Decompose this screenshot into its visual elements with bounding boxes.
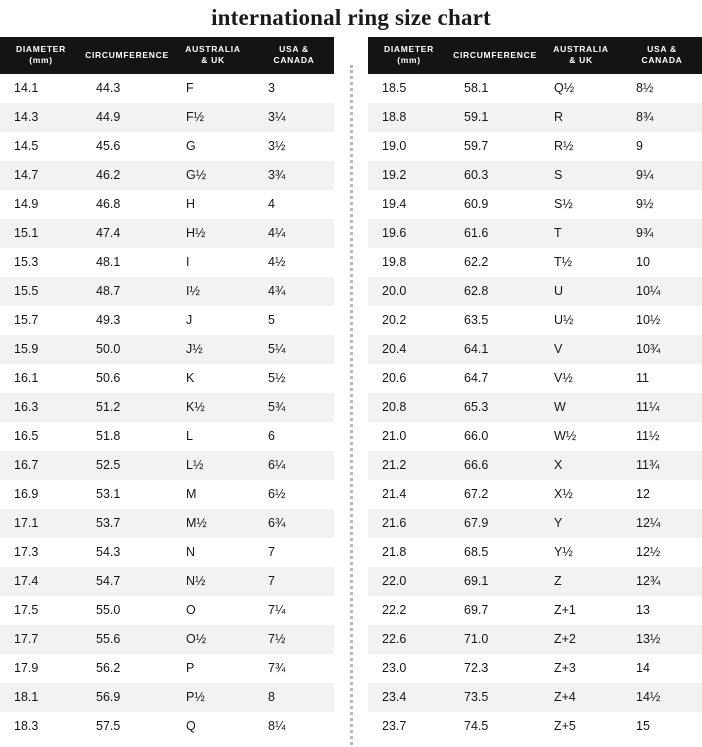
table-row (368, 625, 702, 654)
table-row (0, 277, 334, 306)
column-header-circumference-line1: CIRCUMFERENCE (453, 49, 537, 60)
table-cell: 56.9 (82, 683, 172, 712)
table-cell: 62.8 (450, 277, 540, 306)
table-cell: 23.0 (368, 654, 450, 683)
table-cell: 20.4 (368, 335, 450, 364)
table-row (0, 422, 334, 451)
table-cell: V (540, 335, 622, 364)
table-cell: 66.0 (450, 422, 540, 451)
table-cell: 16.3 (0, 393, 82, 422)
left-table-body (0, 74, 334, 741)
table-row (0, 335, 334, 364)
table-cell: 18.1 (0, 683, 82, 712)
table-cell: 18.8 (368, 103, 450, 132)
table-cell: S½ (540, 190, 622, 219)
table-row (0, 654, 334, 683)
table-cell: 22.6 (368, 625, 450, 654)
table-cell: 15.1 (0, 219, 82, 248)
table-cell: 15.9 (0, 335, 82, 364)
table-row (368, 480, 702, 509)
table-cell: 18.5 (368, 74, 450, 103)
table-cell: N½ (172, 567, 254, 596)
table-cell: 60.9 (450, 190, 540, 219)
table-cell: 55.0 (82, 596, 172, 625)
table-cell: 45.6 (82, 132, 172, 161)
table-cell: 5¾ (254, 393, 334, 422)
table-cell: J (172, 306, 254, 335)
table-row (0, 567, 334, 596)
table-cell: 63.5 (450, 306, 540, 335)
table-cell: R (540, 103, 622, 132)
table-row (368, 596, 702, 625)
column-header-australia-uk (172, 37, 254, 74)
table-cell: 8½ (622, 74, 702, 103)
table-cell: 5¼ (254, 335, 334, 364)
table-cell: 10 (622, 248, 702, 277)
table-row (0, 132, 334, 161)
table-cell: 21.0 (368, 422, 450, 451)
table-cell: G½ (172, 161, 254, 190)
left-table-wrapper (0, 37, 334, 741)
column-header-diameter (0, 37, 82, 74)
table-cell: 48.7 (82, 277, 172, 306)
table-cell: H (172, 190, 254, 219)
table-cell: 9¾ (622, 219, 702, 248)
table-cell: Z+2 (540, 625, 622, 654)
table-cell: Z+5 (540, 712, 622, 741)
column-header-australia-uk-line2: & UK (569, 55, 593, 65)
table-cell: 16.1 (0, 364, 82, 393)
table-cell: 14.9 (0, 190, 82, 219)
table-cell: 3 (254, 74, 334, 103)
table-cell: I (172, 248, 254, 277)
table-cell: 14 (622, 654, 702, 683)
column-header-usa-canada-line2: CANADA (273, 55, 315, 65)
table-cell: Z+4 (540, 683, 622, 712)
table-cell: 7½ (254, 625, 334, 654)
table-cell: 10¼ (622, 277, 702, 306)
table-cell: 11¾ (622, 451, 702, 480)
table-cell: H½ (172, 219, 254, 248)
table-cell: 20.2 (368, 306, 450, 335)
table-cell: 4 (254, 190, 334, 219)
table-row (0, 190, 334, 219)
column-header-australia-uk-line2: & UK (201, 55, 225, 65)
column-header-diameter-line2: (mm) (397, 55, 421, 65)
table-cell: 44.9 (82, 103, 172, 132)
table-cell: 48.1 (82, 248, 172, 277)
column-header-diameter-line1: DIAMETER (16, 44, 66, 54)
table-row (368, 306, 702, 335)
table-cell: O (172, 596, 254, 625)
table-row (368, 654, 702, 683)
table-row (368, 683, 702, 712)
table-cell: 67.2 (450, 480, 540, 509)
table-cell: 19.2 (368, 161, 450, 190)
table-cell: 19.6 (368, 219, 450, 248)
table-cell: T½ (540, 248, 622, 277)
table-cell: 4¾ (254, 277, 334, 306)
table-cell: 5 (254, 306, 334, 335)
table-cell: V½ (540, 364, 622, 393)
table-cell: 52.5 (82, 451, 172, 480)
table-cell: 67.9 (450, 509, 540, 538)
table-cell: 6¼ (254, 451, 334, 480)
table-row (0, 596, 334, 625)
table-cell: 12½ (622, 538, 702, 567)
table-cell: 16.5 (0, 422, 82, 451)
table-cell: 22.2 (368, 596, 450, 625)
table-cell: 9¼ (622, 161, 702, 190)
table-cell: K½ (172, 393, 254, 422)
table-cell: 56.2 (82, 654, 172, 683)
table-cell: Q (172, 712, 254, 741)
table-cell: 5½ (254, 364, 334, 393)
table-cell: 7¼ (254, 596, 334, 625)
table-row (0, 480, 334, 509)
table-cell: 3¾ (254, 161, 334, 190)
table-row (0, 393, 334, 422)
table-cell: 55.6 (82, 625, 172, 654)
column-header-usa-canada (254, 37, 334, 74)
table-cell: 19.4 (368, 190, 450, 219)
table-cell: W½ (540, 422, 622, 451)
table-cell: 23.4 (368, 683, 450, 712)
table-cell: N (172, 538, 254, 567)
table-row (368, 567, 702, 596)
table-cell: Z+1 (540, 596, 622, 625)
table-cell: 65.3 (450, 393, 540, 422)
table-cell: 17.5 (0, 596, 82, 625)
column-header-australia-uk-line1: AUSTRALIA (553, 44, 609, 54)
table-cell: 53.7 (82, 509, 172, 538)
table-cell: 20.0 (368, 277, 450, 306)
table-cell: K (172, 364, 254, 393)
table-cell: Z+3 (540, 654, 622, 683)
table-row (368, 248, 702, 277)
left-table-header (0, 37, 334, 74)
table-cell: 9 (622, 132, 702, 161)
table-cell: U (540, 277, 622, 306)
table-row (0, 712, 334, 741)
table-cell: 74.5 (450, 712, 540, 741)
table-row (368, 161, 702, 190)
table-cell: 62.2 (450, 248, 540, 277)
table-cell: 69.1 (450, 567, 540, 596)
table-cell: 22.0 (368, 567, 450, 596)
table-cell: Y (540, 509, 622, 538)
table-cell: J½ (172, 335, 254, 364)
table-cell: 61.6 (450, 219, 540, 248)
table-cell: G (172, 132, 254, 161)
table-cell: 11 (622, 364, 702, 393)
table-cell: P½ (172, 683, 254, 712)
table-cell: 17.1 (0, 509, 82, 538)
table-cell: 7 (254, 538, 334, 567)
table-cell: 54.3 (82, 538, 172, 567)
table-cell: 19.8 (368, 248, 450, 277)
table-row (0, 306, 334, 335)
table-row (0, 509, 334, 538)
table-cell: X (540, 451, 622, 480)
table-cell: I½ (172, 277, 254, 306)
table-cell: 49.3 (82, 306, 172, 335)
table-cell: 66.6 (450, 451, 540, 480)
table-cell: 7 (254, 567, 334, 596)
right-table-body (368, 74, 702, 741)
table-cell: 50.0 (82, 335, 172, 364)
column-header-circumference (82, 37, 172, 74)
table-cell: 72.3 (450, 654, 540, 683)
tables-container (0, 37, 702, 745)
table-cell: 47.4 (82, 219, 172, 248)
column-header-usa-canada-line1: USA & (279, 44, 309, 54)
column-header-usa-canada-line1: USA & (647, 44, 677, 54)
table-cell: 17.3 (0, 538, 82, 567)
header-row (0, 37, 334, 74)
table-row (368, 712, 702, 741)
column-header-australia-uk-line1: AUSTRALIA (185, 44, 241, 54)
table-cell: 10¾ (622, 335, 702, 364)
table-cell: 18.3 (0, 712, 82, 741)
table-cell: 14.1 (0, 74, 82, 103)
table-cell: T (540, 219, 622, 248)
table-cell: Z (540, 567, 622, 596)
table-row (0, 74, 334, 103)
table-cell: 59.1 (450, 103, 540, 132)
table-row (368, 538, 702, 567)
table-cell: R½ (540, 132, 622, 161)
table-row (368, 219, 702, 248)
table-cell: 14.5 (0, 132, 82, 161)
table-cell: 6¾ (254, 509, 334, 538)
table-row (368, 393, 702, 422)
table-cell: L (172, 422, 254, 451)
table-cell: 57.5 (82, 712, 172, 741)
column-divider (334, 37, 368, 745)
column-header-diameter-line1: DIAMETER (384, 44, 434, 54)
table-cell: 16.9 (0, 480, 82, 509)
table-row (368, 451, 702, 480)
table-row (368, 132, 702, 161)
table-row (0, 625, 334, 654)
table-row (368, 422, 702, 451)
table-cell: 12¾ (622, 567, 702, 596)
column-header-diameter-line2: (mm) (29, 55, 53, 65)
table-cell: 69.7 (450, 596, 540, 625)
table-cell: 15.7 (0, 306, 82, 335)
table-cell: 17.9 (0, 654, 82, 683)
table-cell: 4½ (254, 248, 334, 277)
table-row (368, 509, 702, 538)
table-cell: 11½ (622, 422, 702, 451)
table-cell: 17.7 (0, 625, 82, 654)
table-cell: M (172, 480, 254, 509)
table-cell: F (172, 74, 254, 103)
table-row (368, 277, 702, 306)
table-cell: 50.6 (82, 364, 172, 393)
table-cell: O½ (172, 625, 254, 654)
table-cell: 21.6 (368, 509, 450, 538)
table-cell: M½ (172, 509, 254, 538)
table-cell: 11¼ (622, 393, 702, 422)
table-cell: 44.3 (82, 74, 172, 103)
table-row (0, 219, 334, 248)
header-row (368, 37, 702, 74)
page-title: international ring size chart (211, 5, 491, 30)
table-cell: 14.7 (0, 161, 82, 190)
table-cell: 15 (622, 712, 702, 741)
table-cell: 17.4 (0, 567, 82, 596)
table-cell: 58.1 (450, 74, 540, 103)
column-header-usa-canada (622, 37, 702, 74)
table-cell: Q½ (540, 74, 622, 103)
right-table-wrapper (368, 37, 702, 741)
table-cell: 64.7 (450, 364, 540, 393)
table-row (368, 364, 702, 393)
table-row (0, 538, 334, 567)
table-cell: P (172, 654, 254, 683)
table-cell: Y½ (540, 538, 622, 567)
table-cell: 54.7 (82, 567, 172, 596)
table-cell: 4¼ (254, 219, 334, 248)
table-row (0, 161, 334, 190)
table-cell: 21.8 (368, 538, 450, 567)
table-cell: 6½ (254, 480, 334, 509)
table-cell: 15.5 (0, 277, 82, 306)
table-row (0, 683, 334, 712)
table-cell: 73.5 (450, 683, 540, 712)
right-table-header (368, 37, 702, 74)
table-cell: U½ (540, 306, 622, 335)
table-cell: L½ (172, 451, 254, 480)
table-row (0, 364, 334, 393)
table-cell: W (540, 393, 622, 422)
table-cell: 51.2 (82, 393, 172, 422)
table-cell: 3½ (254, 132, 334, 161)
table-cell: S (540, 161, 622, 190)
table-cell: F½ (172, 103, 254, 132)
table-cell: 71.0 (450, 625, 540, 654)
table-cell: 12 (622, 480, 702, 509)
table-cell: 14½ (622, 683, 702, 712)
table-row (0, 451, 334, 480)
table-cell: 46.8 (82, 190, 172, 219)
column-header-circumference-line1: CIRCUMFERENCE (85, 49, 169, 60)
table-cell: 8¼ (254, 712, 334, 741)
table-cell: 13 (622, 596, 702, 625)
column-header-circumference (450, 37, 540, 74)
table-row (368, 103, 702, 132)
table-cell: 10½ (622, 306, 702, 335)
table-cell: 53.1 (82, 480, 172, 509)
table-cell: 68.5 (450, 538, 540, 567)
table-cell: 21.4 (368, 480, 450, 509)
column-header-usa-canada-line2: CANADA (641, 55, 683, 65)
table-row (0, 248, 334, 277)
table-row (368, 190, 702, 219)
column-header-diameter (368, 37, 450, 74)
table-row (368, 335, 702, 364)
table-cell: 3¼ (254, 103, 334, 132)
table-cell: 21.2 (368, 451, 450, 480)
table-cell: 9½ (622, 190, 702, 219)
table-cell: 15.3 (0, 248, 82, 277)
table-cell: 46.2 (82, 161, 172, 190)
column-header-australia-uk (540, 37, 622, 74)
table-cell: X½ (540, 480, 622, 509)
right-size-table (368, 37, 702, 741)
table-row (368, 74, 702, 103)
table-cell: 8 (254, 683, 334, 712)
table-cell: 19.0 (368, 132, 450, 161)
dotted-divider-line (350, 65, 353, 745)
table-cell: 12¼ (622, 509, 702, 538)
left-size-table (0, 37, 334, 741)
table-cell: 13½ (622, 625, 702, 654)
table-cell: 8¾ (622, 103, 702, 132)
table-cell: 20.6 (368, 364, 450, 393)
table-cell: 16.7 (0, 451, 82, 480)
table-cell: 20.8 (368, 393, 450, 422)
table-cell: 7¾ (254, 654, 334, 683)
table-cell: 60.3 (450, 161, 540, 190)
table-cell: 14.3 (0, 103, 82, 132)
table-cell: 51.8 (82, 422, 172, 451)
table-cell: 64.1 (450, 335, 540, 364)
table-row (0, 103, 334, 132)
table-cell: 59.7 (450, 132, 540, 161)
table-cell: 6 (254, 422, 334, 451)
table-cell: 23.7 (368, 712, 450, 741)
